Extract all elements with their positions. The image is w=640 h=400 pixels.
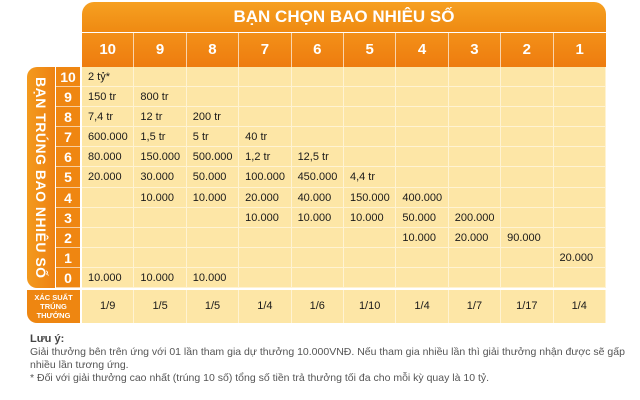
probability-cell: 1/5 — [134, 290, 186, 323]
probability-cell: 1/4 — [396, 290, 448, 323]
row-number: 4 — [56, 188, 80, 208]
prize-cell — [554, 228, 606, 248]
prize-cell — [449, 268, 501, 288]
row-number: 7 — [56, 127, 80, 147]
table-row — [82, 107, 606, 127]
prize-cell — [292, 268, 344, 288]
prize-cell — [554, 167, 606, 187]
prize-cell — [187, 208, 239, 228]
prize-cell: 400.000 — [396, 188, 448, 208]
prize-cell: 10.000 — [134, 268, 186, 288]
prize-cell: 150.000 — [344, 188, 396, 208]
row-number: 6 — [56, 147, 80, 167]
probability-cell: 1/6 — [292, 290, 344, 323]
table-row — [82, 87, 606, 107]
prize-cell: 10.000 — [292, 208, 344, 228]
prize-cell: 12,5 tr — [292, 147, 344, 167]
table-row — [82, 127, 606, 147]
prize-cell — [344, 228, 396, 248]
prize-cell — [449, 127, 501, 147]
prize-cell — [501, 107, 553, 127]
prize-cell — [449, 248, 501, 268]
notes-line-2: * Đối với giải thưởng cao nhất (trúng 10 số) tổng số tiền trả thưởng tối đa cho mỗi kỳ quay là 10 tỷ. — [30, 372, 490, 384]
row-number: 10 — [56, 67, 80, 87]
side-title: BẠN TRÚNG BAO NHIÊU SỐ — [33, 76, 49, 279]
column-header: 3 — [449, 33, 501, 67]
prize-cell — [344, 107, 396, 127]
prize-cell — [187, 248, 239, 268]
header-banner: BẠN CHỌN BAO NHIÊU SỐ — [82, 2, 606, 32]
prize-cell — [134, 228, 186, 248]
row-number: 9 — [56, 87, 80, 107]
prize-cell — [82, 228, 134, 248]
prize-cell — [501, 248, 553, 268]
prize-cell — [239, 67, 291, 87]
prize-cell — [292, 67, 344, 87]
row-number: 8 — [56, 107, 80, 127]
row-number: 5 — [56, 167, 80, 187]
prize-cell — [239, 268, 291, 288]
row-number: 1 — [56, 248, 80, 268]
probability-cell: 1/9 — [82, 290, 134, 323]
probability-label: XÁC SUẤT TRÚNG THƯỞNG — [27, 290, 80, 323]
prize-cell — [501, 67, 553, 87]
prize-cell — [396, 87, 448, 107]
prize-cell — [501, 188, 553, 208]
table-row — [82, 268, 606, 288]
prize-cell — [82, 248, 134, 268]
prize-cell: 12 tr — [134, 107, 186, 127]
prize-cell: 50.000 — [187, 167, 239, 187]
column-header: 1 — [575, 41, 584, 58]
prize-cell — [501, 127, 553, 147]
prize-cell: 20.000 — [554, 248, 606, 268]
prize-cell — [239, 248, 291, 268]
prize-cell: 10.000 — [344, 208, 396, 228]
table-row — [82, 67, 606, 87]
prize-cell — [501, 87, 553, 107]
prize-cell: 200.000 — [449, 208, 501, 228]
prize-cell — [239, 107, 291, 127]
prize-cell: 500.000 — [187, 147, 239, 167]
column-header: 5 — [344, 33, 396, 67]
probability-cell: 1/10 — [344, 290, 396, 323]
prize-cell — [449, 167, 501, 187]
column-header: 2 — [501, 33, 553, 67]
prize-cell — [292, 127, 344, 147]
prize-cell — [396, 147, 448, 167]
prize-cell: 80.000 — [82, 147, 134, 167]
row-numbers — [56, 67, 80, 288]
prize-cell: 20.000 — [82, 167, 134, 187]
prize-cell — [344, 248, 396, 268]
prize-cell: 10.000 — [396, 228, 448, 248]
prize-cell — [449, 188, 501, 208]
prize-cell — [292, 228, 344, 248]
prize-cell: 40.000 — [292, 188, 344, 208]
prize-cell: 30.000 — [134, 167, 186, 187]
prize-cell — [554, 268, 606, 288]
prize-cell: 2 tỷ* — [82, 67, 134, 87]
prize-cell — [554, 107, 606, 127]
prize-cell — [501, 268, 553, 288]
prize-cell: 7,4 tr — [82, 107, 134, 127]
prize-cell: 20.000 — [239, 188, 291, 208]
probability-cell: 1/17 — [501, 290, 553, 323]
prize-cell — [292, 107, 344, 127]
prize-cell: 10.000 — [134, 188, 186, 208]
prize-cell: 100.000 — [239, 167, 291, 187]
prize-cell: 50.000 — [396, 208, 448, 228]
prize-cell — [396, 268, 448, 288]
prize-cell — [187, 67, 239, 87]
prize-cell — [396, 127, 448, 147]
notes — [30, 333, 630, 385]
prize-cell: 10.000 — [239, 208, 291, 228]
prize-cell: 1,5 tr — [134, 127, 186, 147]
prize-cell — [239, 87, 291, 107]
column-header: 8 — [187, 33, 239, 67]
prize-grid — [82, 67, 606, 288]
column-headers — [82, 33, 606, 67]
prize-cell: 200 tr — [187, 107, 239, 127]
prize-cell — [554, 147, 606, 167]
side-banner — [27, 67, 55, 288]
row-number: 2 — [56, 228, 80, 248]
prize-cell: 800 tr — [134, 87, 186, 107]
prize-cell: 20.000 — [449, 228, 501, 248]
prize-cell — [82, 208, 134, 228]
prize-cell — [449, 67, 501, 87]
probability-cell: 1/4 — [239, 290, 291, 323]
notes-title: Lưu ý: — [30, 333, 65, 345]
probability-row — [82, 290, 606, 323]
prize-cell: 150 tr — [82, 87, 134, 107]
prize-cell — [292, 248, 344, 268]
column-header: 10 — [82, 33, 134, 67]
prize-cell — [554, 87, 606, 107]
table-row — [82, 248, 606, 268]
prize-cell — [396, 67, 448, 87]
prize-cell — [554, 208, 606, 228]
prize-cell — [501, 208, 553, 228]
row-number: 0 — [56, 268, 80, 288]
prize-cell — [396, 248, 448, 268]
prize-cell — [134, 248, 186, 268]
prize-cell: 10.000 — [187, 188, 239, 208]
probability-cell: 1/5 — [187, 290, 239, 323]
prize-cell — [449, 87, 501, 107]
prize-cell — [449, 107, 501, 127]
probability-cell: 1/4 — [554, 290, 606, 323]
prize-cell: 90.000 — [501, 228, 553, 248]
prize-cell — [344, 67, 396, 87]
prize-cell — [134, 67, 186, 87]
table-row — [82, 147, 606, 167]
probability-cell: 1/7 — [449, 290, 501, 323]
prize-cell — [554, 127, 606, 147]
prize-cell — [554, 188, 606, 208]
prize-cell — [554, 67, 606, 87]
table-row — [82, 228, 606, 248]
prize-cell: 1,2 tr — [239, 147, 291, 167]
prize-cell: 10.000 — [187, 268, 239, 288]
prize-cell — [187, 228, 239, 248]
column-header: 6 — [292, 33, 344, 67]
prize-cell — [449, 147, 501, 167]
prize-cell: 10.000 — [82, 268, 134, 288]
notes-line-1: Giải thưởng bên trên ứng với 01 lần tham gia dự thưởng 10.000VNĐ. Nếu tham gia nhiều lần thì giải thưởng nhận được sẽ gấp nhiều lần tương ứng. — [30, 346, 625, 371]
prize-cell: 600.000 — [82, 127, 134, 147]
prize-cell — [344, 147, 396, 167]
prize-cell — [344, 87, 396, 107]
prize-cell — [239, 228, 291, 248]
column-header: 4 — [396, 33, 448, 67]
prize-cell — [187, 87, 239, 107]
table-row — [82, 208, 606, 228]
prize-cell: 150.000 — [134, 147, 186, 167]
prize-cell: 450.000 — [292, 167, 344, 187]
prize-cell: 5 tr — [187, 127, 239, 147]
prize-cell — [82, 188, 134, 208]
prize-cell — [501, 167, 553, 187]
prize-cell: 4,4 tr — [344, 167, 396, 187]
prize-cell — [344, 127, 396, 147]
prize-cell — [134, 208, 186, 228]
prize-cell — [344, 268, 396, 288]
prize-cell — [396, 167, 448, 187]
table-row — [82, 167, 606, 187]
prize-cell: 40 tr — [239, 127, 291, 147]
column-header: 7 — [239, 33, 291, 67]
column-header: 9 — [134, 33, 186, 67]
row-number: 3 — [56, 208, 80, 228]
prize-cell — [396, 107, 448, 127]
prize-cell — [292, 87, 344, 107]
prize-cell — [501, 147, 553, 167]
table-row — [82, 188, 606, 208]
